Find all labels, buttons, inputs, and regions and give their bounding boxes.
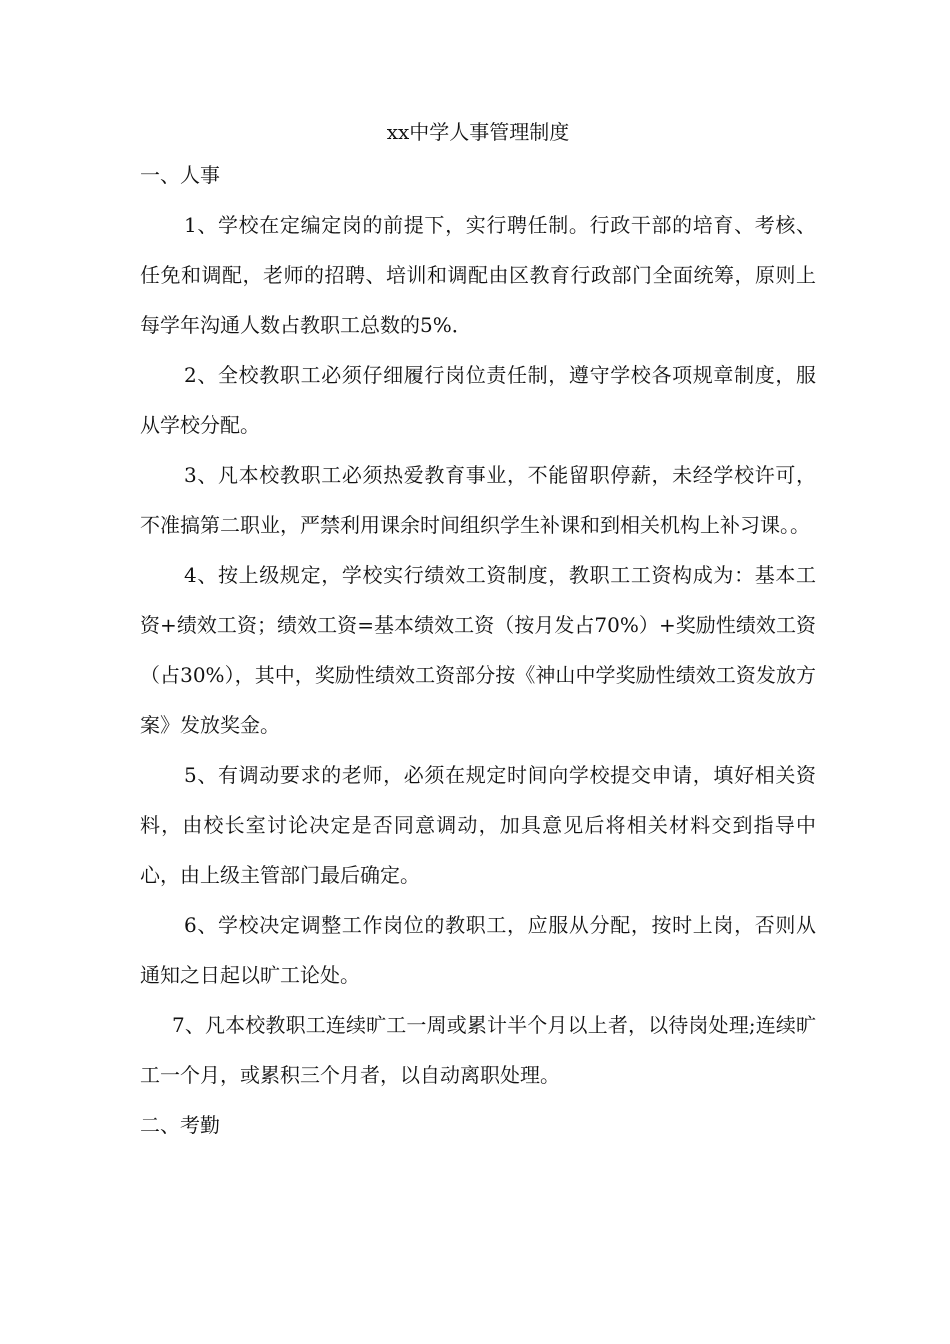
paragraph-7: 7、凡本校教职工连续旷工一周或累计半个月以上者，以待岗处理;连续旷工一个月，或累积三个月者，以自动离职处理。	[140, 1013, 816, 1087]
paragraph-5: 5、有调动要求的老师，必须在规定时间向学校提交申请，填好相关资料，由校长室讨论决定是否同意调动，加具意见后将相关材料交到指导中心，由上级主管部门最后确定。	[140, 763, 816, 887]
paragraph-1: 1、学校在定编定岗的前提下，实行聘任制。行政干部的培育、考核、任免和调配，老师的招聘、培训和调配由区教育行政部门全面统筹，原则上每学年沟通人数占教职工总数的5%．	[140, 213, 816, 337]
document-title: xx中学人事管理制度	[386, 120, 570, 144]
document-page	[140, 112, 816, 1150]
paragraph-6: 6、学校决定调整工作岗位的教职工，应服从分配，按时上岗，否则从通知之日起以旷工论处。	[140, 913, 816, 987]
paragraph-3: 3、凡本校教职工必须热爱教育事业，不能留职停薪，未经学校许可，不准搞第二职业，严禁利用课余时间组织学生补课和到相关机构上补习课。。	[140, 463, 816, 537]
paragraph-2: 2、全校教职工必须仔细履行岗位责任制，遵守学校各项规章制度，服从学校分配。	[140, 363, 816, 437]
paragraph-4: 4、按上级规定，学校实行绩效工资制度，教职工工资构成为：基本工资+绩效工资；绩效工资=基本绩效工资（按月发占70%）+奖励性绩效工资（占30%），其中，奖励性绩效工资部分按《神山中学奖励性绩效工资发放方案》发放奖金。	[140, 563, 816, 737]
section-heading-personnel: 一、人事	[140, 163, 220, 187]
section-heading-attendance: 二、考勤	[140, 1113, 220, 1137]
